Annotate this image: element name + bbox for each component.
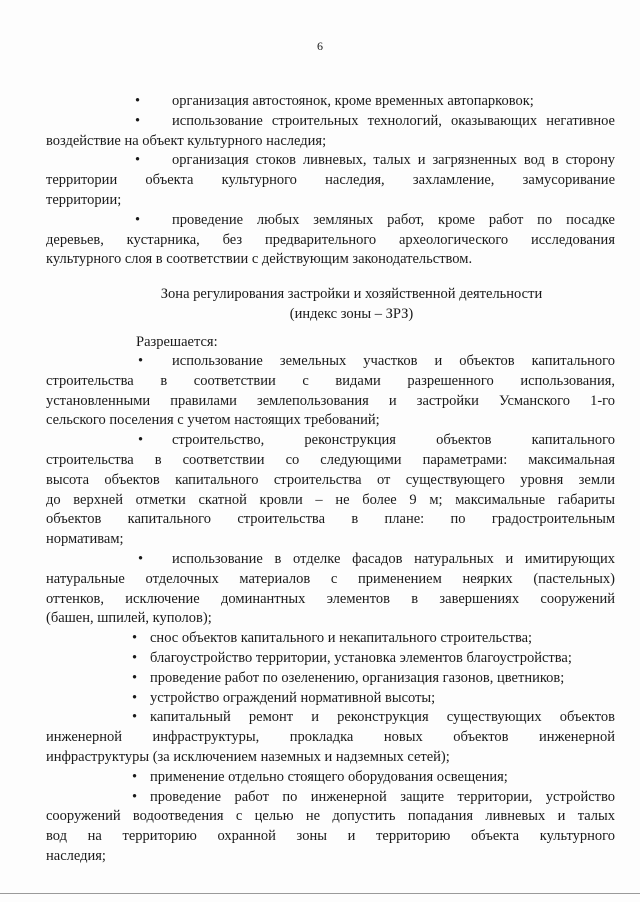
list-item: • благоустройство территории, установка элементов благоустройства;: [46, 649, 615, 669]
list-item: • использование в отделке фасадов натуральных и имитирующих натуральные отделочных материалов с применением неярких (пастельных) оттенков, исключение доминантных элементов в завершениях сооружений (башен, шпилей, куполов);: [46, 550, 615, 627]
bullet-icon: •: [138, 432, 144, 449]
bullet-icon: •: [132, 630, 138, 647]
bullet-icon: •: [132, 689, 138, 706]
top-list: [46, 92, 615, 270]
list-item: • строительство, реконструкция объектов капитального строительства в соответствии со следующими параметрами: максимальная высота объектов капитального строительства от существующего уровня земли до верхней отметки скатной кровли – не более 9 м; максимальные габариты объектов капитального строительства в плане: по градостроительным нормативам;: [46, 432, 615, 548]
list-item: • использование строительных технологий, оказывающих негативное воздействие на объект культурного наследия;: [46, 112, 615, 149]
page-number: 6: [317, 39, 323, 53]
bullet-icon: •: [138, 353, 144, 369]
bullet-icon: •: [135, 152, 141, 169]
list-item: • капитальный ремонт и реконструкция существующих объектов инженерной инфраструктуры, прокладка новых объектов инженерной инфраструктуры (за исключением наземных и надземных сетей);: [46, 709, 615, 765]
zone-title: [88, 285, 615, 325]
zone-title-line: Зона регулирования застройки и хозяйственной деятельности: [160, 286, 543, 302]
allowed-label: Разрешается:: [136, 334, 218, 350]
list-item: • снос объектов капитального и некапитального строительства;: [46, 629, 615, 649]
list-item: • проведение работ по инженерной защите территории, устройство сооружений водоотведения с целью не допустить попадания ливневых и талых вод на территорию охранной зоны и территорию объекта культурного наследия;: [46, 788, 615, 864]
list-item: • проведение любых земляных работ, кроме работ по посадке деревьев, кустарника, без предварительного археологического исследования культурного слоя в соответствии с действующим законодательством.: [46, 211, 615, 268]
footer-divider: [0, 893, 640, 894]
bullet-icon: •: [138, 550, 144, 567]
zone-title-index: (индекс зоны – ЗРЗ): [289, 305, 414, 322]
list-item: • использование земельных участков и объектов капитального строительства в соответствии с видами разрешенного использования, установленными правилами землепользования и застройки Усманского 1-го сельского поселения с учетом настоящих требований;: [46, 353, 615, 429]
list-item: • организация стоков ливневых, талых и загрязненных вод в сторону территории объекта культурного наследия, захламление, замусоривание территории;: [46, 152, 615, 208]
list-item: • организация автостоянок, кроме временных автопарковок;: [88, 92, 615, 112]
bullet-icon: •: [135, 93, 141, 109]
bullet-icon: •: [135, 211, 141, 228]
bullet-icon: •: [132, 788, 138, 805]
list-item: • проведение работ по озеленению, организация газонов, цветников;: [46, 669, 615, 689]
list-item: • устройство ограждений нормативной высоты;: [46, 689, 615, 709]
list-item: • применение отдельно стоящего оборудования освещения;: [46, 768, 615, 788]
bullet-icon: •: [132, 669, 138, 686]
bullet-icon: •: [132, 709, 138, 726]
bullet-icon: •: [132, 649, 138, 666]
bullet-icon: •: [135, 112, 141, 129]
allowed-list: [46, 352, 615, 867]
bullet-icon: •: [132, 768, 138, 785]
